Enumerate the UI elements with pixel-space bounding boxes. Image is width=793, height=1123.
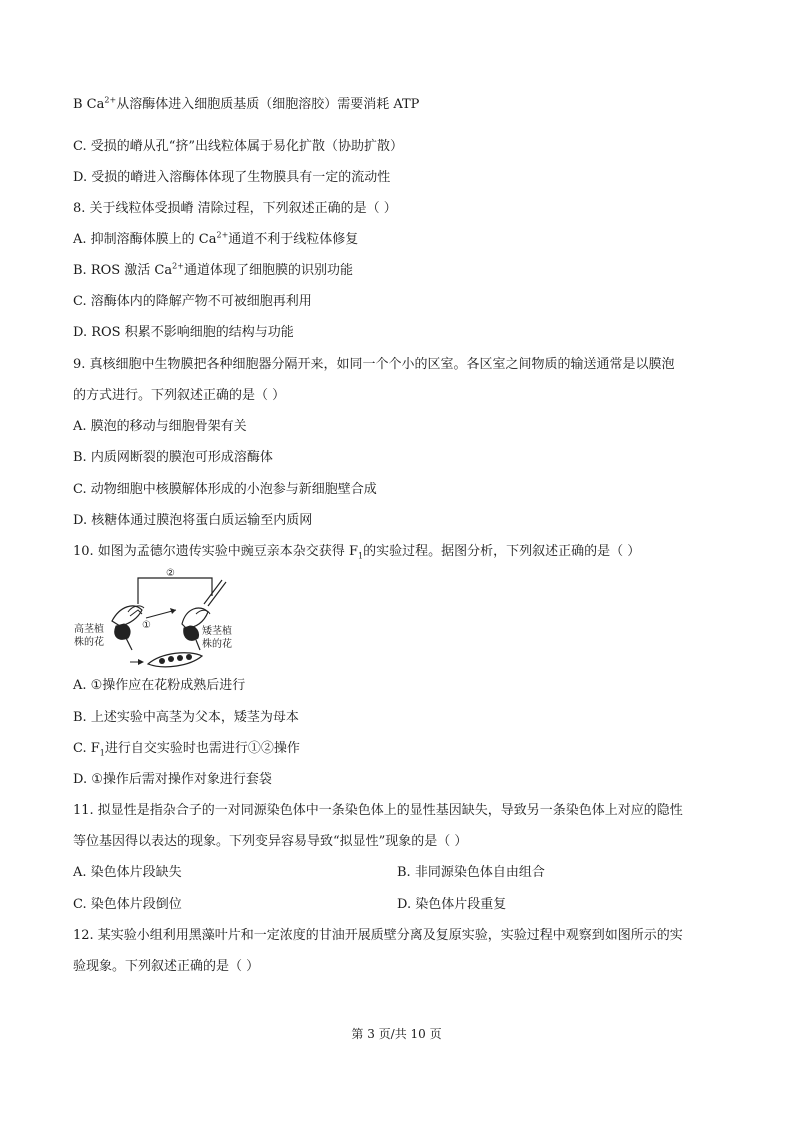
q7-option-d: D. 受损的嵴进入溶酶体体现了生物膜具有一定的流动性	[73, 170, 391, 185]
q10-option-d: D. ①操作后需对操作对象进行套袋	[73, 772, 272, 787]
pea-pod-drawing	[148, 653, 202, 667]
q9-option-a: A. 膜泡的移动与细胞骨架有关	[73, 419, 247, 434]
q9-stem-line1: 9. 真核细胞中生物膜把各种细胞器分隔开来，如同一个个小的区室。各区室之间物质的输送通常是以膜泡	[73, 357, 675, 372]
q10-stem: 10. 如图为孟德尔遗传实验中豌豆亲本杂交获得 $F_1$的实验过程。据图分析，下列叙述正确的是（ ）	[73, 544, 641, 561]
q9-stem-line2: 的方式进行。下列叙述正确的是（ ）	[73, 388, 286, 403]
q9-option-b: B. 内质网断裂的膜泡可形成溶酶体	[73, 450, 273, 465]
figure-label-tall-line1: 高茎植	[74, 624, 104, 635]
q8-option-a: A. 抑制溶酶体膜上的 $Ca^{2+}$通道不利于线粒体修复	[73, 230, 359, 247]
q9-option-d: D. 核糖体通过膜泡将蛋白质运输至内质网	[73, 513, 313, 528]
figure-mark-1: ①	[142, 620, 151, 631]
q11-option-b: B. 非同源染色体自由组合	[397, 865, 545, 880]
q8-stem: 8. 关于线粒体受损嵴 清除过程，下列叙述正确的是（ ）	[73, 201, 397, 216]
q8-option-b: B. ROS 激活 $Ca^{2+}$通道体现了细胞膜的识别功能	[73, 261, 353, 278]
figure-label-short-line2: 株的花	[202, 639, 232, 650]
q11-stem-line2: 等位基因得以表达的现象。下列变异容易导致“拟显性”现象的是（ ）	[73, 834, 468, 849]
page-footer: 第 3 页/共 10 页	[351, 1027, 442, 1041]
q7-option-b: B $Ca^{2+}$从溶酶体进入细胞质基质（细胞溶胶）需要消耗 ATP	[73, 95, 420, 112]
tall-plant-flower-drawing	[112, 606, 144, 650]
figure-mark-2: ②	[166, 568, 175, 579]
q10-option-a: A. ①操作应在花粉成熟后进行	[73, 678, 246, 693]
q10-option-c: C. $F_1$进行自交实验时也需进行①②操作	[73, 741, 300, 758]
q8-option-d: D. ROS 积累不影响细胞的结构与功能	[73, 325, 294, 340]
figure-label-short-line1: 矮茎植	[202, 626, 232, 637]
q11-stem-line1: 11. 拟显性是指杂合子的一对同源染色体中一条染色体上的显性基因缺失，导致另一条染色体上对应的隐性	[73, 803, 683, 818]
q9-option-c: C. 动物细胞中核膜解体形成的小泡参与新细胞壁合成	[73, 482, 377, 497]
q7-option-c: C. 受损的嵴从孔“挤”出线粒体属于易化扩散（协助扩散）	[73, 139, 404, 154]
q12-stem-line2: 验现象。下列叙述正确的是（ ）	[73, 959, 260, 974]
figure-label-tall-line2: 株的花	[74, 637, 104, 648]
q8-option-c: C. 溶酶体内的降解产物不可被细胞再利用	[73, 294, 312, 309]
q10-option-b: B. 上述实验中高茎为父本，矮茎为母本	[73, 710, 299, 725]
q11-option-c: C. 染色体片段倒位	[73, 897, 182, 912]
q11-option-d: D. 染色体片段重复	[397, 897, 507, 912]
pea-cross-figure	[72, 566, 242, 671]
pea-flower-illustration	[72, 566, 242, 671]
q11-option-a: A. 染色体片段缺失	[73, 865, 182, 880]
q12-stem-line1: 12. 某实验小组利用黑藻叶片和一定浓度的甘油开展质壁分离及复原实验，实验过程中观察到如图所示的实	[73, 928, 683, 943]
